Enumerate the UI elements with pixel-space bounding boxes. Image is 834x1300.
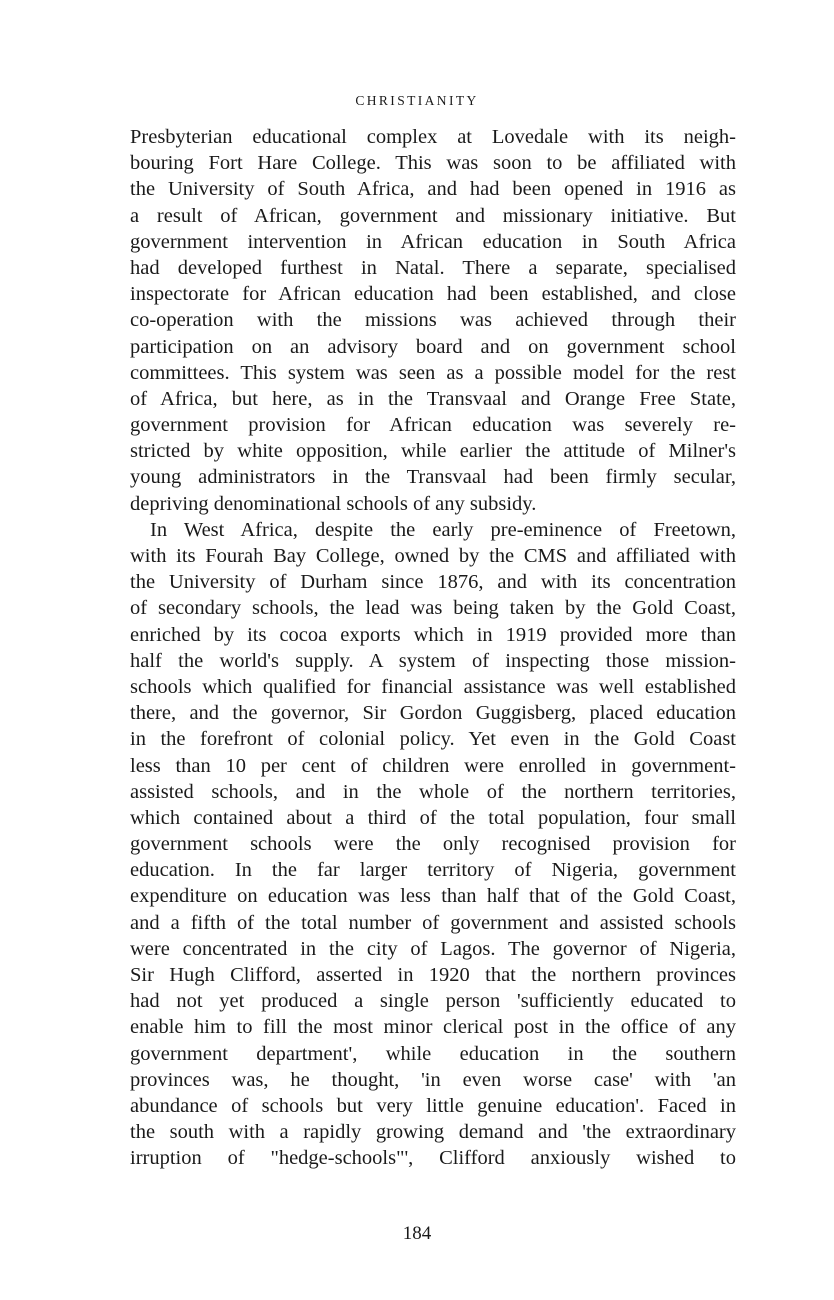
text-line: the University of Durham since 1876, and with its concentration xyxy=(130,571,736,594)
text-line: committees. This system was seen as a possible model for the rest xyxy=(130,361,736,384)
text-line: less than 10 per cent of children were enrolled in government- xyxy=(130,754,736,777)
text-line: depriving denominational schools of any subsidy. xyxy=(130,492,537,515)
text-line: government schools were the only recognised provision for xyxy=(130,833,736,856)
paragraph xyxy=(130,124,736,517)
running-head: CHRISTIANITY xyxy=(355,93,479,108)
text-line: a result of African, government and missionary initiative. But xyxy=(130,204,736,227)
text-line: stricted by white opposition, while earlier the attitude of Milner's xyxy=(130,440,736,463)
paragraph xyxy=(130,517,736,1172)
text-line: co-operation with the missions was achieved through their xyxy=(130,309,736,332)
text-line: inspectorate for African education had been established, and close xyxy=(130,283,736,306)
text-line: Sir Hugh Clifford, asserted in 1920 that the northern provinces xyxy=(130,964,736,986)
text-line: were concentrated in the city of Lagos. The governor of Nigeria, xyxy=(130,937,736,960)
text-line: the University of South Africa, and had been opened in 1916 as xyxy=(130,178,736,201)
text-line: government department', while education in the southern xyxy=(130,1042,736,1065)
text-line: participation on an advisory board and on government school xyxy=(130,335,736,358)
text-line: half the world's supply. A system of inspecting those mission- xyxy=(130,649,736,672)
text-line: In West Africa, despite the early pre-eminence of Freetown, xyxy=(150,518,736,541)
text-line: irruption of "hedge-schools"', Clifford anxiously wished to xyxy=(130,1147,736,1170)
text-line: provinces was, he thought, 'in even worse case' with 'an xyxy=(130,1068,736,1091)
text-line: young administrators in the Transvaal had been firmly secular, xyxy=(130,466,736,489)
text-line: schools which qualified for financial assistance was well established xyxy=(130,675,736,698)
text-line: enriched by its cocoa exports which in 1919 provided more than xyxy=(130,623,736,646)
text-line: with its Fourah Bay College, owned by the CMS and affiliated with xyxy=(130,545,736,567)
text-line: bouring Fort Hare College. This was soon to be affiliated with xyxy=(130,152,736,175)
text-line: enable him to fill the most minor clerical post in the office of any xyxy=(130,1016,736,1039)
text-line: which contained about a third of the total population, four small xyxy=(130,806,736,829)
text-line: the south with a rapidly growing demand and 'the extraordinary xyxy=(130,1121,736,1144)
text-line: expenditure on education was less than half that of the Gold Coast, xyxy=(130,885,736,908)
text-line: abundance of schools but very little genuine education'. Faced in xyxy=(130,1094,736,1117)
text-line: in the forefront of colonial policy. Yet even in the Gold Coast xyxy=(130,728,736,751)
body-text xyxy=(130,124,736,1172)
text-line: Presbyterian educational complex at Lovedale with its neigh- xyxy=(130,126,736,148)
text-line: government intervention in African education in South Africa xyxy=(130,230,736,253)
text-line: had developed furthest in Natal. There a separate, specialised xyxy=(130,256,736,279)
text-line: and a fifth of the total number of government and assisted schools xyxy=(130,911,736,934)
text-line: of secondary schools, the lead was being taken by the Gold Coast, xyxy=(130,597,736,620)
text-line: of Africa, but here, as in the Transvaal and Orange Free State, xyxy=(130,387,736,410)
text-line: education. In the far larger territory of Nigeria, government xyxy=(130,859,736,882)
text-line: there, and the governor, Sir Gordon Guggisberg, placed education xyxy=(130,702,736,725)
text-line: assisted schools, and in the whole of the northern territories, xyxy=(130,780,736,803)
page-number: 184 xyxy=(402,1223,432,1244)
text-line: had not yet produced a single person 'sufficiently educated to xyxy=(130,990,736,1013)
text-line: government provision for African education was severely re- xyxy=(130,414,736,437)
